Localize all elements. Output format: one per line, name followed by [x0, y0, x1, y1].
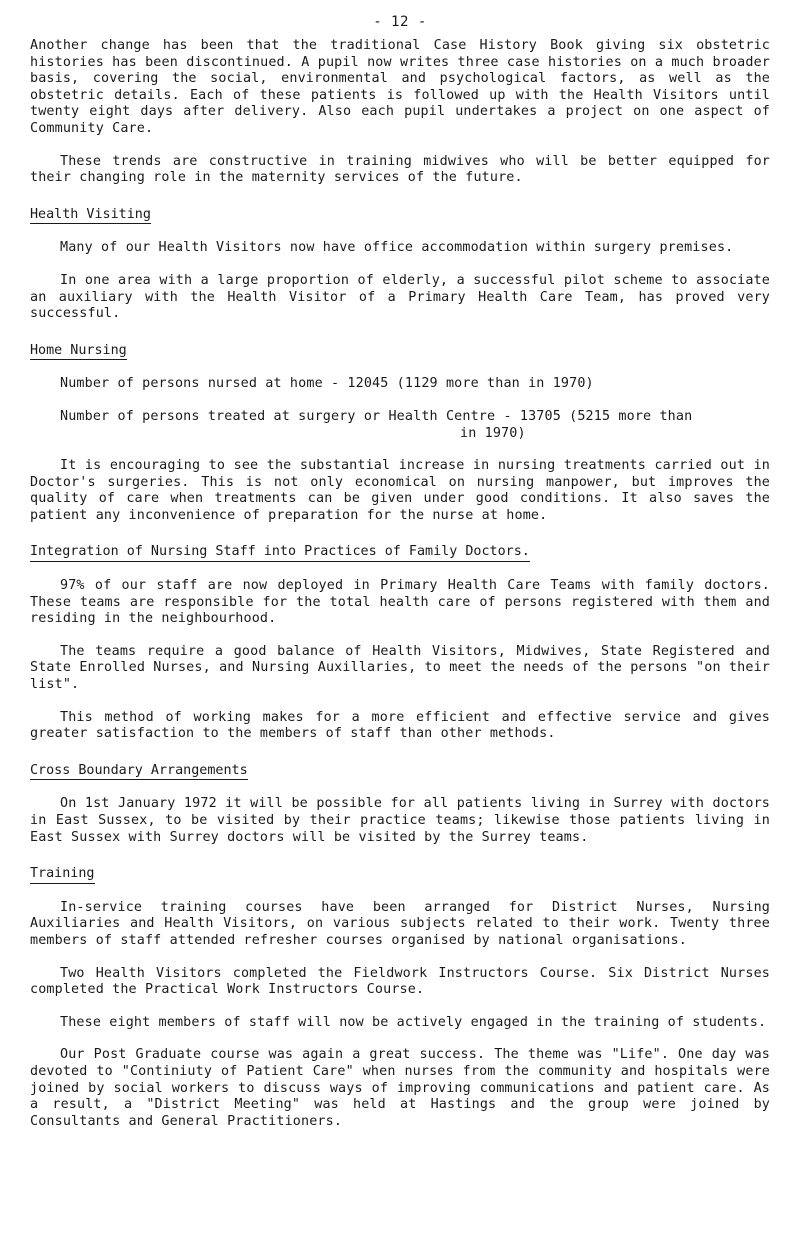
home-nursing-stat-treated-at-surgery: Number of persons treated at surgery or Health Centre - 13705 (5215 more than — [60, 408, 693, 424]
health-visiting-paragraph-2: In one area with a large proportion of elderly, a successful pilot scheme to associate an auxiliary with the Health Visitor of a Primary Health Care Team, has proved very successful. — [30, 272, 770, 322]
health-visiting-paragraph-1: Many of our Health Visitors now have office accommodation within surgery premises. — [60, 240, 734, 256]
home-nursing-paragraph: It is encouraging to see the substantial increase in nursing treatments carried out in Doctor's surgeries. This is not only economical on nursing manpower, but improves the quality of care when treatments can be given under good conditions. It also saves the patient any inconvenience of preparation for the nurse at home. — [30, 458, 770, 523]
training-paragraph-4: Our Post Graduate course was again a great success. The theme was "Life". One day was devoted to "Continiuty of Patient Care" when nurses from the community and hospitals were joined by social workers to discuss ways of improving communications and patient care. As a result, a "District Meeting" was held at Hastings and the group were joined by Consultants and General Practitioners. — [30, 1047, 770, 1129]
intro-paragraph-1: Another change has been that the traditional Case History Book giving six obstetric histories has been discontinued. A pupil now writes three case histories on a much broader basis, covering the social, environmental and psychological factors, as well as the obstetric details. Each of these patients is followed up with the Health Visitors until twenty eight days after delivery. Also each pupil undertakes a project on one aspect of Community Care. — [30, 38, 770, 136]
training-paragraph-1: In-service training courses have been arranged for District Nurses, Nursing Auxiliaries and Health Visitors, on various subjects related to their work. Twenty three members of staff attended refresher courses organised by national organisations. — [30, 899, 770, 948]
home-nursing-stat-treated-at-surgery-cont: in 1970) — [460, 425, 526, 441]
integration-paragraph-3: This method of working makes for a more efficient and effective service and gives greater satisfaction to the members of staff than other methods. — [30, 709, 770, 742]
section-heading-home-nursing: Home Nursing — [30, 343, 127, 361]
page-number: - 12 - — [373, 14, 427, 30]
intro-paragraph-2: These trends are constructive in training midwives who will be better equipped for their changing role in the maternity services of the future. — [30, 153, 770, 186]
integration-paragraph-1: 97% of our staff are now deployed in Primary Health Care Teams with family doctors. These teams are responsible for the total health care of persons registered with them and residing in the neighbourhood. — [30, 578, 770, 627]
section-heading-health-visiting: Health Visiting — [30, 207, 151, 225]
training-paragraph-2: Two Health Visitors completed the Fieldwork Instructors Course. Six District Nurses completed the Practical Work Instructors Course. — [30, 965, 770, 998]
section-heading-integration: Integration of Nursing Staff into Practices of Family Doctors. — [30, 544, 530, 562]
section-heading-cross-boundary: Cross Boundary Arrangements — [30, 763, 248, 781]
document-page — [30, 14, 770, 1130]
section-heading-training: Training — [30, 866, 95, 884]
home-nursing-stat-nursed-at-home: Number of persons nursed at home - 12045 (1129 more than in 1970) — [60, 376, 594, 392]
training-paragraph-3: These eight members of staff will now be actively engaged in the training of students. — [60, 1014, 767, 1030]
cross-boundary-paragraph: On 1st January 1972 it will be possible for all patients living in Surrey with doctors in East Sussex, to be visited by their practice teams; likewise those patients living in East Sussex with Surrey doctors will be visited by the Surrey teams. — [30, 796, 770, 845]
integration-paragraph-2: The teams require a good balance of Health Visitors, Midwives, State Registered and State Enrolled Nurses, and Nursing Auxillaries, to meet the needs of the persons "on their list". — [30, 643, 770, 693]
